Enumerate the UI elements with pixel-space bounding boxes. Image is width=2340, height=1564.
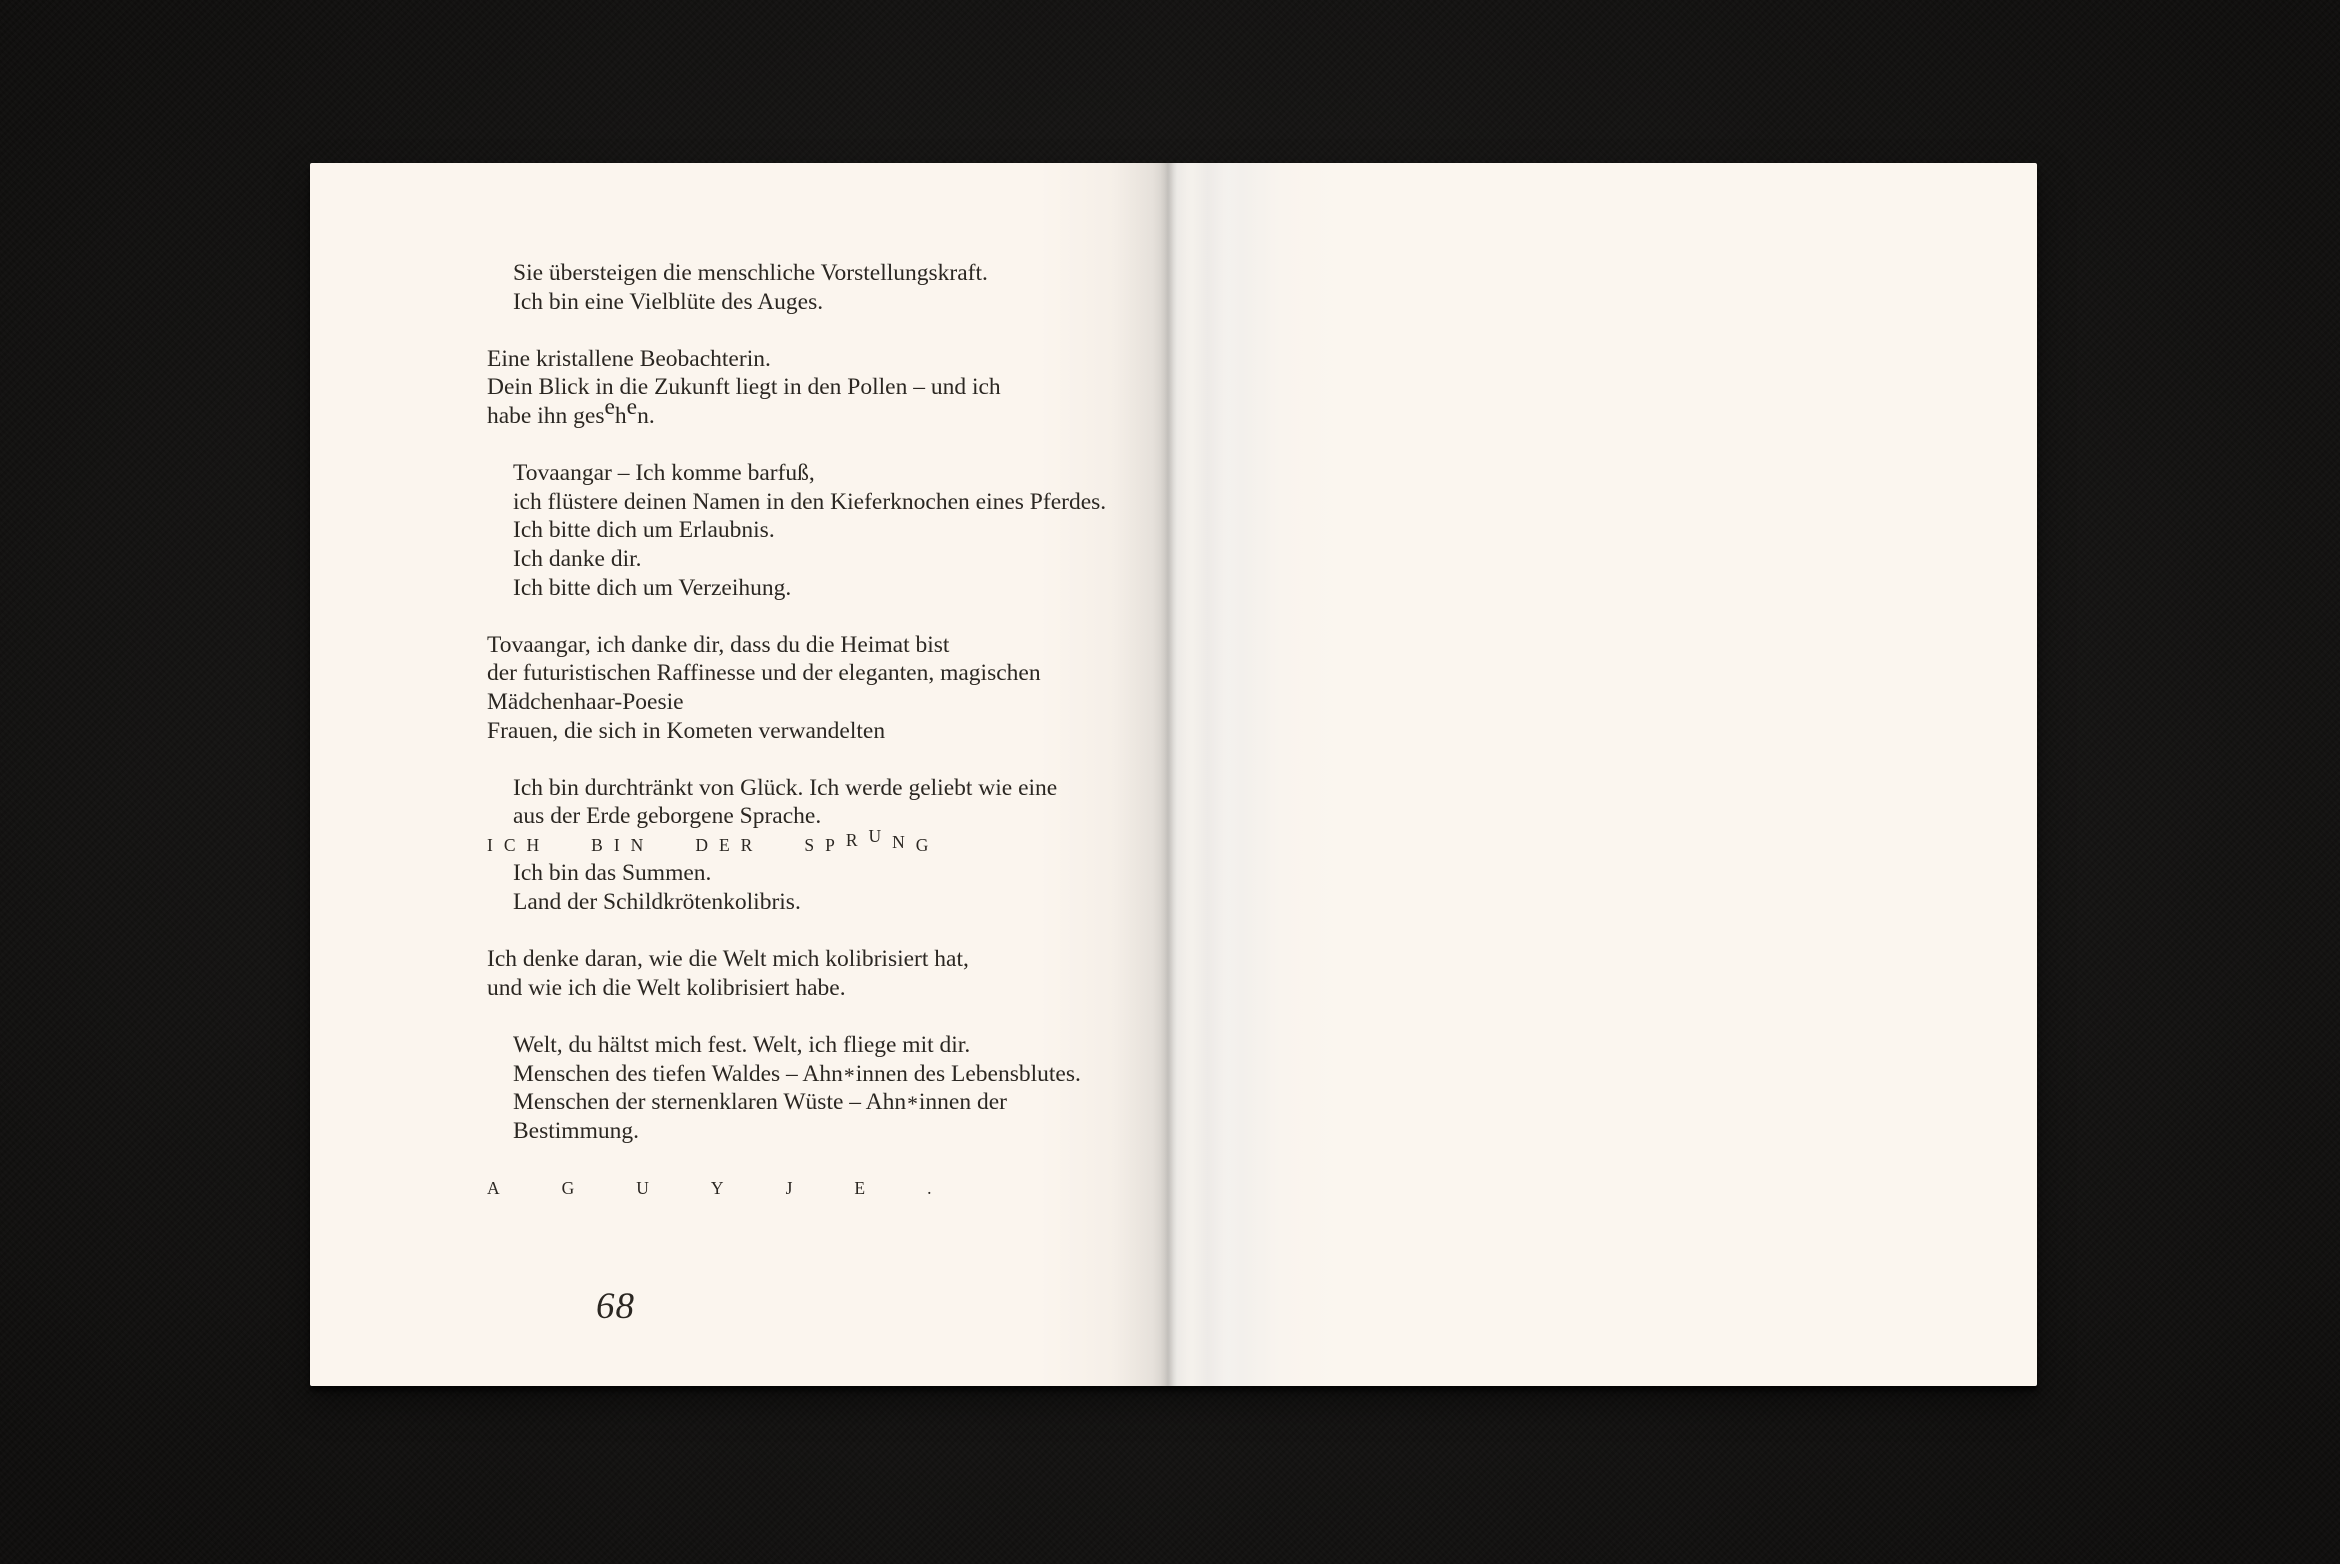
poem-line: ich flüstere deinen Namen in den Kieferknochen eines Pferdes. bbox=[513, 488, 1107, 515]
letterspaced-word bbox=[786, 1174, 793, 1203]
raised-letter: e bbox=[626, 394, 638, 421]
poem-line: Ich bin durchtränkt von Glück. Ich werde geliebt wie eine bbox=[513, 774, 1058, 801]
letterspaced-letter: R bbox=[740, 834, 753, 855]
letterspaced-letter: C bbox=[503, 834, 516, 855]
poem-line: Ich bitte dich um Verzeihung. bbox=[513, 574, 792, 601]
poem-line: der futuristischen Raffinesse und der eleganten, magischen bbox=[487, 660, 1041, 687]
poem-stanza bbox=[487, 459, 1106, 602]
poem-line: Mädchenhaar-Poesie bbox=[487, 688, 684, 715]
book-spread bbox=[310, 163, 2037, 1386]
letterspaced-letter: N bbox=[630, 834, 644, 855]
poem-line: Dein Blick in die Zukunft liegt in den Pollen – und ich bbox=[487, 374, 1001, 401]
letterspaced-word bbox=[591, 831, 643, 860]
letterspaced-letter: I bbox=[487, 834, 493, 855]
poem-text-segment: h bbox=[614, 402, 627, 429]
letterspaced-letter: G bbox=[561, 1178, 575, 1198]
letterspaced-letter: D bbox=[695, 834, 708, 855]
letterspaced-letter: J bbox=[785, 1178, 793, 1198]
poem-line: Ich bin eine Vielblüte des Auges. bbox=[513, 288, 824, 315]
letterspaced-letter: S bbox=[804, 834, 815, 855]
poem-stanza bbox=[487, 945, 1106, 1002]
poem-line: Land der Schildkrötenkolibris. bbox=[513, 889, 801, 916]
poem-line: Ich denke daran, wie die Welt mich kolibrisiert hat, bbox=[487, 946, 969, 973]
right-page bbox=[1168, 163, 2037, 1386]
letterspaced-letter: R bbox=[845, 829, 858, 850]
letterspaced-letter: G bbox=[915, 834, 929, 855]
letterspaced-word bbox=[854, 1174, 865, 1203]
poem-line: Bestimmung. bbox=[513, 1117, 639, 1144]
gender-star: * bbox=[907, 1092, 918, 1117]
letterspaced-letter: P bbox=[825, 834, 835, 855]
letterspaced-word bbox=[927, 1174, 931, 1203]
gender-star: * bbox=[843, 1063, 855, 1088]
letterspaced-word bbox=[636, 1174, 649, 1203]
letterspaced-letter: U bbox=[636, 1178, 649, 1198]
poem-stanza bbox=[487, 1031, 1106, 1145]
letterspaced-letter: B bbox=[591, 834, 603, 855]
poem-line-letterspaced bbox=[487, 825, 1106, 860]
poem-line: Eine kristallene Beobachterin. bbox=[487, 345, 771, 372]
poem-text-segment: innen des Lebensblutes. bbox=[855, 1060, 1081, 1087]
letterspaced-word bbox=[487, 831, 539, 860]
poem-text-segment: n. bbox=[637, 402, 655, 429]
poem-line bbox=[487, 394, 1106, 431]
letterspaced-word bbox=[695, 831, 752, 860]
letterspaced-letter: N bbox=[892, 831, 905, 852]
poem-line bbox=[487, 1060, 1106, 1089]
poem-line: Frauen, die sich in Kometen verwandelten bbox=[487, 717, 886, 744]
page-number: 68 bbox=[596, 1286, 635, 1327]
letterspaced-word bbox=[804, 825, 929, 860]
letterspaced-letter: Y bbox=[710, 1178, 724, 1198]
poem-line: Tovaangar, ich danke dir, dass du die Heimat bist bbox=[487, 631, 950, 658]
poem-line: aus der Erde geborgene Sprache. bbox=[513, 803, 822, 830]
poem-line: Ich bitte dich um Erlaubnis. bbox=[513, 517, 775, 544]
letterspaced-letter: I bbox=[613, 834, 620, 855]
letterspaced-letter: E bbox=[854, 1178, 866, 1198]
letterspaced-letter: A bbox=[487, 1178, 500, 1198]
poem-stanza bbox=[487, 345, 1106, 431]
poem-line: Ich bin das Summen. bbox=[513, 860, 712, 887]
left-page bbox=[310, 163, 1168, 1386]
letterspaced-word bbox=[487, 1174, 500, 1203]
poem-stanza bbox=[487, 774, 1106, 917]
poem-line: und wie ich die Welt kolibrisiert habe. bbox=[487, 974, 846, 1001]
poem-line bbox=[487, 1088, 1106, 1117]
letterspaced-word bbox=[711, 1174, 724, 1203]
poem-line: Welt, du hältst mich fest. Welt, ich fliege mit dir. bbox=[513, 1032, 971, 1059]
letterspaced-letter: U bbox=[868, 825, 882, 846]
poem-line: Tovaangar – Ich komme barfuß, bbox=[513, 460, 815, 487]
poem-text-segment: Menschen des tiefen Waldes – Ahn bbox=[513, 1060, 843, 1087]
poem bbox=[487, 259, 1106, 1203]
letterspaced-letter: H bbox=[526, 834, 540, 855]
letterspaced-word bbox=[562, 1174, 575, 1203]
poem-line: Ich danke dir. bbox=[513, 545, 642, 572]
poem-line-letterspaced bbox=[487, 1174, 1106, 1203]
poem-stanza bbox=[487, 1174, 1106, 1203]
poem-text-segment: innen der bbox=[918, 1089, 1007, 1116]
poem-stanza bbox=[487, 259, 1106, 316]
letterspaced-letter: . bbox=[927, 1178, 932, 1198]
poem-stanza bbox=[487, 631, 1106, 745]
poem-line: Sie übersteigen die menschliche Vorstellungskraft. bbox=[513, 260, 988, 286]
poem-text-segment: habe ihn ges bbox=[487, 402, 605, 429]
raised-letter: e bbox=[604, 394, 615, 421]
poem-text-segment: Menschen der sternenklaren Wüste – Ahn bbox=[513, 1089, 907, 1116]
letterspaced-letter: E bbox=[718, 834, 730, 855]
